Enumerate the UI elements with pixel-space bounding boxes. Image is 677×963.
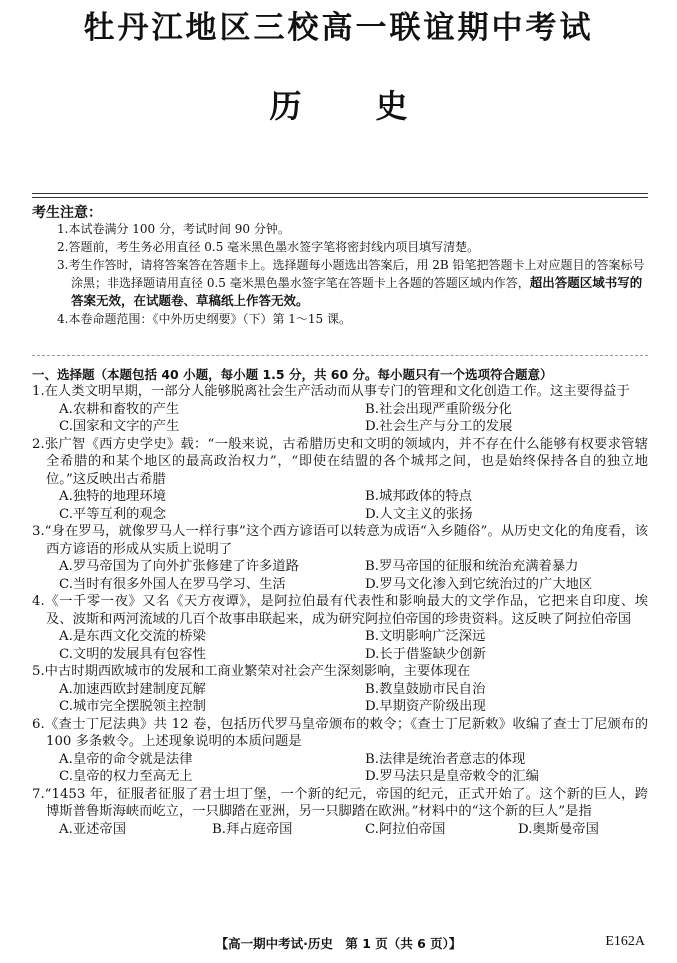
option: C.国家和文字的产生 <box>59 419 180 434</box>
option: B.教皇鼓励市民自治 <box>365 681 486 697</box>
question-options <box>32 401 648 436</box>
question-stem: 7.“1453 年，征服者征服了君士坦丁堡，一个新的纪元，帝国的纪元，正式开始了。这个新的巨人，跨博斯普鲁斯海峡而屹立，一只脚踏在亚洲，另一只脚踏在欧洲。”材料中的“这个新的巨人”是指 <box>32 786 648 819</box>
footer-exam-code: E162A <box>605 934 645 949</box>
divider-line <box>32 193 648 194</box>
question-options <box>32 821 648 839</box>
option: C.当时有很多外国人在罗马学习、生活 <box>59 576 286 592</box>
option: D.人文主义的张扬 <box>365 506 473 522</box>
option: B.罗马帝国的征服和统治充满着暴力 <box>365 559 579 574</box>
option: A.是东西文化交流的桥梁 <box>59 629 206 644</box>
option: A.独特的地理环境 <box>59 489 166 504</box>
question <box>32 383 648 436</box>
option: C.阿拉伯帝国 <box>365 821 446 837</box>
question-stem: 1.在人类文明早期，一部分人能够脱离社会生产活动而从事专门的管理和文化创造工作。这主要得益于 <box>32 384 630 399</box>
question-options <box>32 751 648 786</box>
notice-list <box>57 220 649 328</box>
notice-item: 4.本卷命题范围：《中外历史纲要》（下）第 1～15 课。 <box>57 312 351 326</box>
section-heading: 一、选择题（本题包括 40 小题，每小题 1.5 分，共 60 分。每小题只有一个选项符合题意） <box>32 367 553 382</box>
notice-item: 1.本试卷满分 100 分，考试时间 90 分钟。 <box>57 222 290 236</box>
footer-page-info: 【高一期中考试·历史 第 1 页（共 6 页）】 <box>215 936 462 951</box>
option: D.罗马文化渗入到它统治过的广大地区 <box>365 576 593 592</box>
option: D.社会生产与分工的发展 <box>365 419 513 434</box>
notice-item <box>57 256 649 310</box>
divider-line <box>32 355 648 356</box>
notice-item: 2.答题前，考生务必用直径 0.5 毫米黑色墨水签字笔将密封线内项目填写清楚。 <box>57 240 480 254</box>
divider-line <box>32 197 648 198</box>
notice-heading: 考生注意： <box>32 205 102 221</box>
question-stem: 2.张广智《西方史学史》载：“一般来说，古希腊历史和文明的领域内，并不存在什么能够有权要求管辖全希腊的和某个地区的最高政治权力”，“即使在结盟的各个城邦之间，也是始终保持各自的独立地位。”这反映出古希腊 <box>32 436 648 487</box>
option: D.早期资产阶级出现 <box>365 699 486 714</box>
exam-title: 牡丹江地区三校高一联谊期中考试 <box>83 10 594 46</box>
question-options <box>32 558 648 593</box>
question <box>32 593 648 663</box>
option: B.文明影响广泛深远 <box>365 629 486 644</box>
option: B.拜占庭帝国 <box>212 821 293 837</box>
question-options <box>32 628 648 663</box>
option: B.城邦政体的特点 <box>365 489 473 504</box>
question-stem: 6.《查士丁尼法典》共 12 卷，包括历代罗马皇帝颁布的敕令；《查士丁尼新敕》收编了查士丁尼颁布的 100 多条敕令。上述现象说明的本质问题是 <box>32 716 648 749</box>
question-stem: 3.“身在罗马，就像罗马人一样行事”这个西方谚语可以转意为成语“入乡随俗”。从历史文化的角度看，该西方谚语的形成从实质上说明了 <box>32 524 648 557</box>
notice-bold-warning: 超出答题区域书写的答案无效，在试题卷、草稿纸上作答无效。 <box>71 275 643 308</box>
option: A.加速西欧封建制度瓦解 <box>59 681 206 697</box>
option: C.城市完全摆脱领主控制 <box>59 699 206 714</box>
option: A.亚述帝国 <box>59 821 127 837</box>
question <box>32 436 648 524</box>
question-stem: 4.《一千零一夜》又名《天方夜谭》，是阿拉伯最有代表性和影响最大的文学作品，它把来自印度、埃及、波斯和两河流域的几百个故事串联起来，成为研究阿拉伯帝国的珍贵资料。这反映了阿拉伯帝国 <box>32 594 648 627</box>
option: A.皇帝的命令就是法律 <box>59 751 193 767</box>
question-list <box>32 383 648 838</box>
question-stem: 5.中古时期西欧城市的发展和工商业繁荣对社会产生深刻影响，主要体现在 <box>32 664 471 679</box>
option: D.罗马法只是皇帝敕令的汇编 <box>365 769 539 784</box>
subject-title: 历史 <box>269 87 482 125</box>
option: A.罗马帝国为了向外扩张修建了许多道路 <box>59 559 299 574</box>
question <box>32 663 648 716</box>
question <box>32 716 648 786</box>
question <box>32 523 648 593</box>
option: D.长于借鉴缺少创新 <box>365 646 486 662</box>
question-options <box>32 488 648 523</box>
option: D.奥斯曼帝国 <box>518 821 599 837</box>
option: C.皇帝的权力至高无上 <box>59 769 193 784</box>
option: B.社会出现严重阶级分化 <box>365 401 512 417</box>
option: C.文明的发展具有包容性 <box>59 646 206 662</box>
question <box>32 786 648 839</box>
option: C.平等互利的观念 <box>59 506 167 522</box>
question-options <box>32 681 648 716</box>
option: B.法律是统治者意志的体现 <box>365 751 526 767</box>
option: A.农耕和畜牧的产生 <box>59 401 180 417</box>
notice-item-text: 3.考生作答时，请将答案答在答题卡上。选择题每小题选出答案后，用 2B 铅笔把答题卡上对应题目的答案标号涂黑；非选择题请用直径 0.5 毫米黑色墨水签字笔在答题卡上各题的答题区域内作答， <box>57 258 645 290</box>
